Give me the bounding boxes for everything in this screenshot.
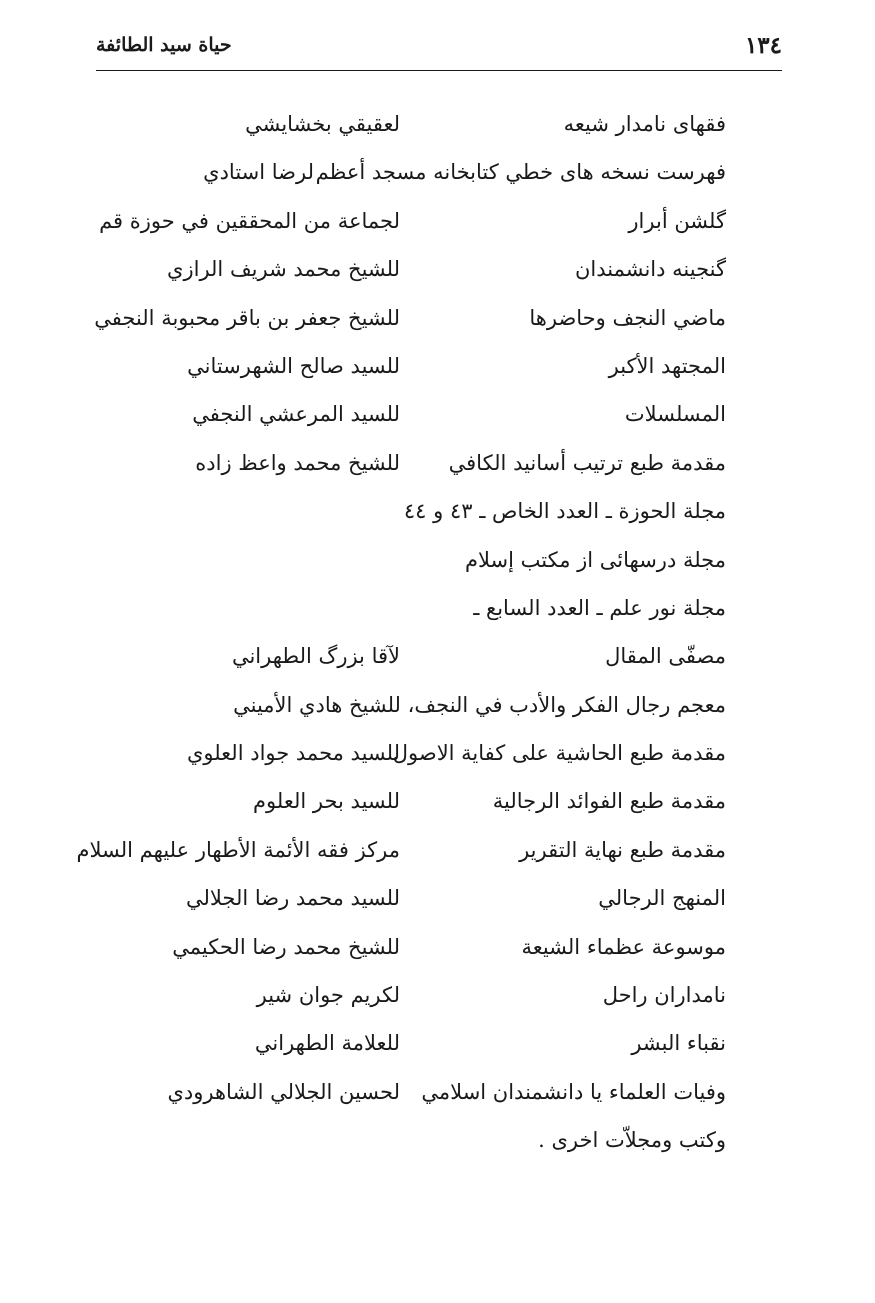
- entry-title: معجم رجال الفكر والأدب في النجف، للشيخ هادي الأميني: [233, 692, 726, 717]
- entry-author: للشيخ جعفر بن باقر محبوبة النجفي: [94, 305, 400, 330]
- reference-entry: [90, 245, 726, 293]
- entry-author: للسيد بحر العلوم: [253, 789, 400, 814]
- entry-author: للشيخ محمد واعظ زاده: [195, 450, 400, 475]
- reference-entry: [90, 874, 726, 922]
- entry-title: المسلسلات: [624, 402, 726, 427]
- entry-title: مقدمة طبع الفوائد الرجالية: [492, 789, 726, 814]
- reference-entry: [90, 197, 726, 245]
- entry-title: موسوعة عظماء الشيعة: [521, 934, 726, 959]
- entry-title: فهرست نسخه هاى خطي كتابخانه مسجد أعظم: [315, 160, 726, 185]
- entry-author: لآقا بزرگ الطهراني: [231, 644, 400, 669]
- reference-entry: [90, 100, 726, 148]
- reference-list: [76, 100, 726, 1165]
- entry-author: للسيد محمد جواد العلوي: [186, 741, 400, 766]
- entry-title: نقباء البشر: [631, 1031, 726, 1056]
- page-header: [96, 30, 782, 68]
- reference-entry: [90, 1019, 726, 1067]
- reference-entry: [90, 536, 726, 584]
- page-number: ١٣٤: [744, 32, 782, 59]
- entry-title: مقدمة طبع نهاية التقرير: [519, 837, 726, 862]
- entry-author: للسيد صالح الشهرستاني: [187, 353, 400, 378]
- reference-entry: [90, 1068, 726, 1116]
- reference-entry: [90, 390, 726, 438]
- entry-title: مقدمة طبع الحاشية على كفاية الاصول: [392, 741, 726, 766]
- reference-entry: [76, 826, 726, 874]
- entry-author: لحسين الجلالي الشاهرودي: [167, 1079, 400, 1104]
- entry-title: المنهج الرجالي: [598, 886, 726, 911]
- reference-entry: [90, 584, 726, 632]
- entry-title: گلشن أبرار: [628, 208, 726, 233]
- reference-entry: [90, 148, 726, 196]
- entry-title: وكتب ومجلاّت اخرى .: [538, 1128, 726, 1153]
- entry-title: مصفّى المقال: [605, 644, 726, 669]
- entry-author: لكريم جوان شير: [256, 983, 400, 1008]
- reference-entry: [90, 777, 726, 825]
- reference-entry: [90, 342, 726, 390]
- entry-title: مقدمة طبع ترتيب أسانيد الكافي: [448, 450, 726, 475]
- entry-author: مركز فقه الأئمة الأطهار عليهم السلام: [76, 837, 400, 862]
- entry-title: ماضي النجف وحاضرها: [529, 305, 726, 330]
- running-title: حياة سيد الطائفة: [96, 34, 232, 56]
- entry-title: المجتهد الأكبر: [608, 353, 726, 378]
- reference-entry: [90, 1116, 726, 1164]
- reference-entry: [90, 487, 726, 535]
- reference-entry: [90, 971, 726, 1019]
- entry-title: مجلة الحوزة ـ العدد الخاص ـ ٤٣ و ٤٤: [403, 499, 726, 524]
- reference-entry: [90, 729, 726, 777]
- reference-entry: [90, 632, 726, 680]
- entry-title: مجلة درسهائى از مكتب إسلام: [465, 547, 726, 572]
- entry-title: نامداران راحل: [602, 983, 726, 1008]
- entry-title: مجلة نور علم ـ العدد السابع ـ: [473, 595, 726, 620]
- entry-author: للعلامة الطهراني: [254, 1031, 400, 1056]
- entry-author: لرضا استادي: [203, 160, 314, 185]
- entry-author: للسيد المرعشي النجفي: [192, 402, 400, 427]
- entry-author: للشيخ محمد رضا الحكيمي: [172, 934, 400, 959]
- entry-title: فقهاى نامدار شيعه: [563, 112, 726, 136]
- reference-entry: [90, 923, 726, 971]
- entry-title: وفيات العلماء يا دانشمندان اسلامي: [421, 1079, 726, 1104]
- reference-entry: [90, 439, 726, 487]
- entry-author: لجماعة من المحققين في حوزة قم: [99, 208, 400, 233]
- entry-author: للشيخ محمد شريف الرازي: [167, 257, 400, 282]
- reference-entry: [90, 681, 726, 729]
- entry-author: لعقيقي بخشايشي: [245, 112, 400, 136]
- reference-entry: [90, 294, 726, 342]
- entry-author: للسيد محمد رضا الجلالي: [185, 886, 400, 911]
- entry-title: گنجينه دانشمندان: [574, 257, 726, 282]
- header-divider: [96, 70, 782, 71]
